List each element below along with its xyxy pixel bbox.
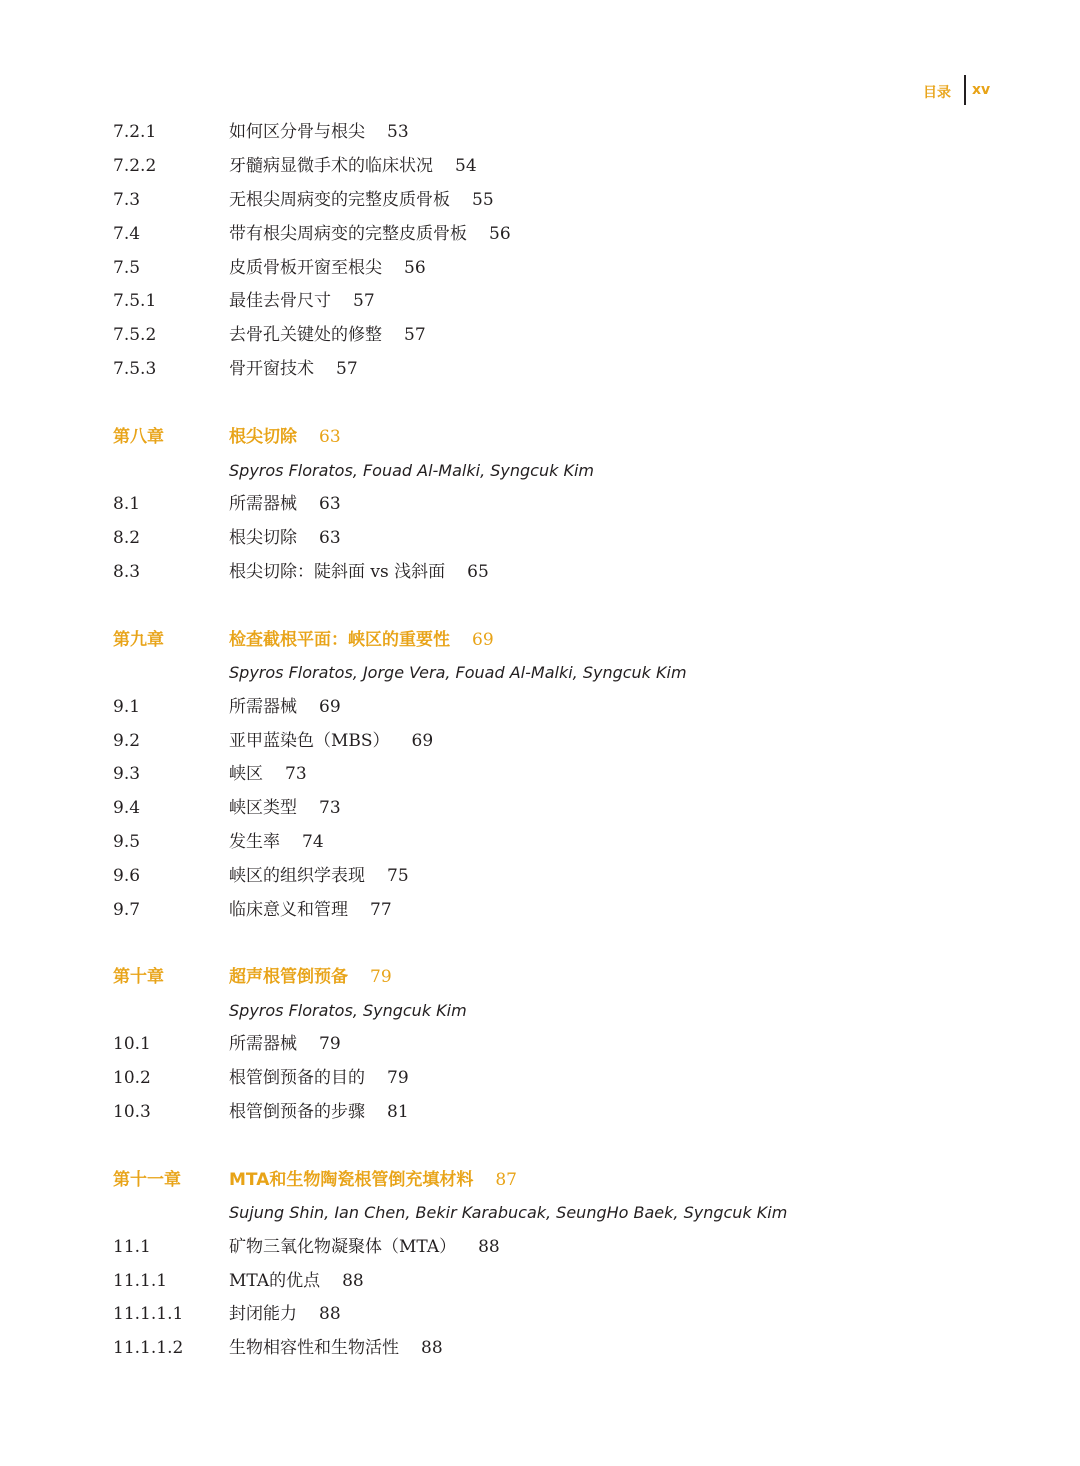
entry-page: 65 — [467, 562, 489, 582]
entry-page: 54 — [455, 156, 477, 176]
entry-page: 73 — [285, 764, 307, 784]
entry-title: 峡区的组织学表现 75 — [229, 866, 409, 886]
entry-number: 10.2 — [113, 1068, 151, 1088]
entry-number: 8.1 — [113, 494, 141, 514]
entry-title: 牙髓病显微手术的临床状况 54 — [229, 156, 477, 176]
entry-title: 亚甲蓝染色（MBS） 69 — [229, 731, 434, 751]
entry-title: 峡区 73 — [229, 764, 307, 784]
entry-title: 所需器械 69 — [229, 697, 341, 717]
entry-number: 7.5.3 — [113, 359, 157, 379]
entry-title: 所需器械 63 — [229, 494, 341, 514]
entry-title: 生物相容性和生物活性 88 — [229, 1338, 443, 1358]
chapter-number: 第十一章 — [113, 1170, 181, 1190]
entry-number: 7.5.2 — [113, 325, 157, 345]
entry-title: 带有根尖周病变的完整皮质骨板 56 — [229, 224, 511, 244]
entry-title: 根管倒预备的步骤 81 — [229, 1102, 409, 1122]
entry-number: 8.2 — [113, 528, 141, 548]
running-header — [920, 78, 1000, 108]
entry-title: 临床意义和管理 77 — [229, 900, 392, 920]
entry-page: 69 — [319, 697, 341, 717]
chapter-page: 63 — [319, 427, 341, 447]
entry-title: 皮质骨板开窗至根尖 56 — [229, 258, 426, 278]
entry-number: 11.1 — [113, 1237, 151, 1257]
entry-title: 去骨孔关键处的修整 57 — [229, 325, 426, 345]
entry-title: 峡区类型 73 — [229, 798, 341, 818]
entry-title: 最佳去骨尺寸 57 — [229, 291, 375, 311]
chapter-title: 根尖切除 63 — [229, 427, 341, 447]
authors-text: Spyros Floratos, Syngcuk Kim — [229, 1001, 467, 1020]
entry-title: 骨开窗技术 57 — [229, 359, 358, 379]
entry-number: 7.5 — [113, 258, 141, 278]
entry-title: 封闭能力 88 — [229, 1304, 341, 1324]
authors-text: Spyros Floratos, Jorge Vera, Fouad Al-Malki, Syngcuk Kim — [229, 663, 687, 682]
entry-page: 73 — [319, 798, 341, 818]
entry-number: 11.1.1.1 — [113, 1304, 184, 1324]
entry-page: 77 — [370, 900, 392, 920]
entry-title: 根管倒预备的目的 79 — [229, 1068, 409, 1088]
chapter-number: 第九章 — [113, 630, 164, 650]
entry-page: 55 — [472, 190, 494, 210]
chapter-number: 第八章 — [113, 427, 164, 447]
chapter-page: 79 — [370, 967, 392, 987]
entry-title: 所需器械 79 — [229, 1034, 341, 1054]
entry-number: 8.3 — [113, 562, 141, 582]
entry-title: 根尖切除 63 — [229, 528, 341, 548]
chapter-page: 87 — [495, 1170, 517, 1190]
chapter-title: 超声根管倒预备 79 — [229, 967, 392, 987]
entry-title: 根尖切除：陡斜面 vs 浅斜面 65 — [229, 562, 489, 582]
entry-number: 7.5.1 — [113, 291, 157, 311]
entry-page: 79 — [319, 1034, 341, 1054]
entry-page: 63 — [319, 528, 341, 548]
entry-number: 7.4 — [113, 224, 141, 244]
entry-page: 56 — [489, 224, 511, 244]
entry-page: 57 — [404, 325, 426, 345]
entry-page: 88 — [319, 1304, 341, 1324]
entry-title: 矿物三氧化物凝聚体（MTA） 88 — [229, 1237, 500, 1257]
entry-number: 11.1.1.2 — [113, 1338, 184, 1358]
entry-page: 69 — [411, 731, 434, 751]
entry-page: 88 — [421, 1338, 443, 1358]
header-title: 目录 — [923, 85, 951, 101]
entry-page: 57 — [336, 359, 358, 379]
entry-number: 7.2.2 — [113, 156, 157, 176]
entry-page: 88 — [342, 1271, 364, 1291]
entry-number: 10.1 — [113, 1034, 151, 1054]
entry-page: 53 — [387, 122, 409, 142]
entry-number: 9.2 — [113, 731, 141, 751]
chapter-page: 69 — [472, 630, 494, 650]
entry-page: 79 — [387, 1068, 409, 1088]
entry-number: 11.1.1 — [113, 1271, 168, 1291]
entry-page: 88 — [478, 1237, 500, 1257]
entry-page: 74 — [302, 832, 324, 852]
chapter-number: 第十章 — [113, 967, 164, 987]
entry-number: 9.3 — [113, 764, 141, 784]
entry-number: 9.1 — [113, 697, 141, 717]
entry-number: 9.7 — [113, 900, 141, 920]
entry-number: 9.4 — [113, 798, 141, 818]
entry-number: 9.5 — [113, 832, 141, 852]
entry-number: 7.2.1 — [113, 122, 157, 142]
entry-page: 75 — [387, 866, 409, 886]
header-divider — [964, 75, 966, 105]
entry-number: 10.3 — [113, 1102, 151, 1122]
entry-page: 81 — [387, 1102, 409, 1122]
chapter-title: MTA和生物陶瓷根管倒充填材料 87 — [229, 1170, 517, 1190]
page-number: xv — [972, 82, 991, 98]
entry-page: 56 — [404, 258, 426, 278]
entry-page: 63 — [319, 494, 341, 514]
authors-text: Sujung Shin, Ian Chen, Bekir Karabucak, SeungHo Baek, Syngcuk Kim — [229, 1203, 788, 1222]
entry-title: 如何区分骨与根尖 53 — [229, 122, 409, 142]
entry-title: 发生率 74 — [229, 832, 324, 852]
chapter-title: 检查截根平面：峡区的重要性 69 — [229, 630, 494, 650]
entry-number: 9.6 — [113, 866, 141, 886]
authors-text: Spyros Floratos, Fouad Al-Malki, Syngcuk Kim — [229, 461, 594, 480]
entry-title: MTA的优点 88 — [229, 1271, 364, 1291]
entry-page: 57 — [353, 291, 375, 311]
entry-number: 7.3 — [113, 190, 141, 210]
entry-title: 无根尖周病变的完整皮质骨板 55 — [229, 190, 494, 210]
